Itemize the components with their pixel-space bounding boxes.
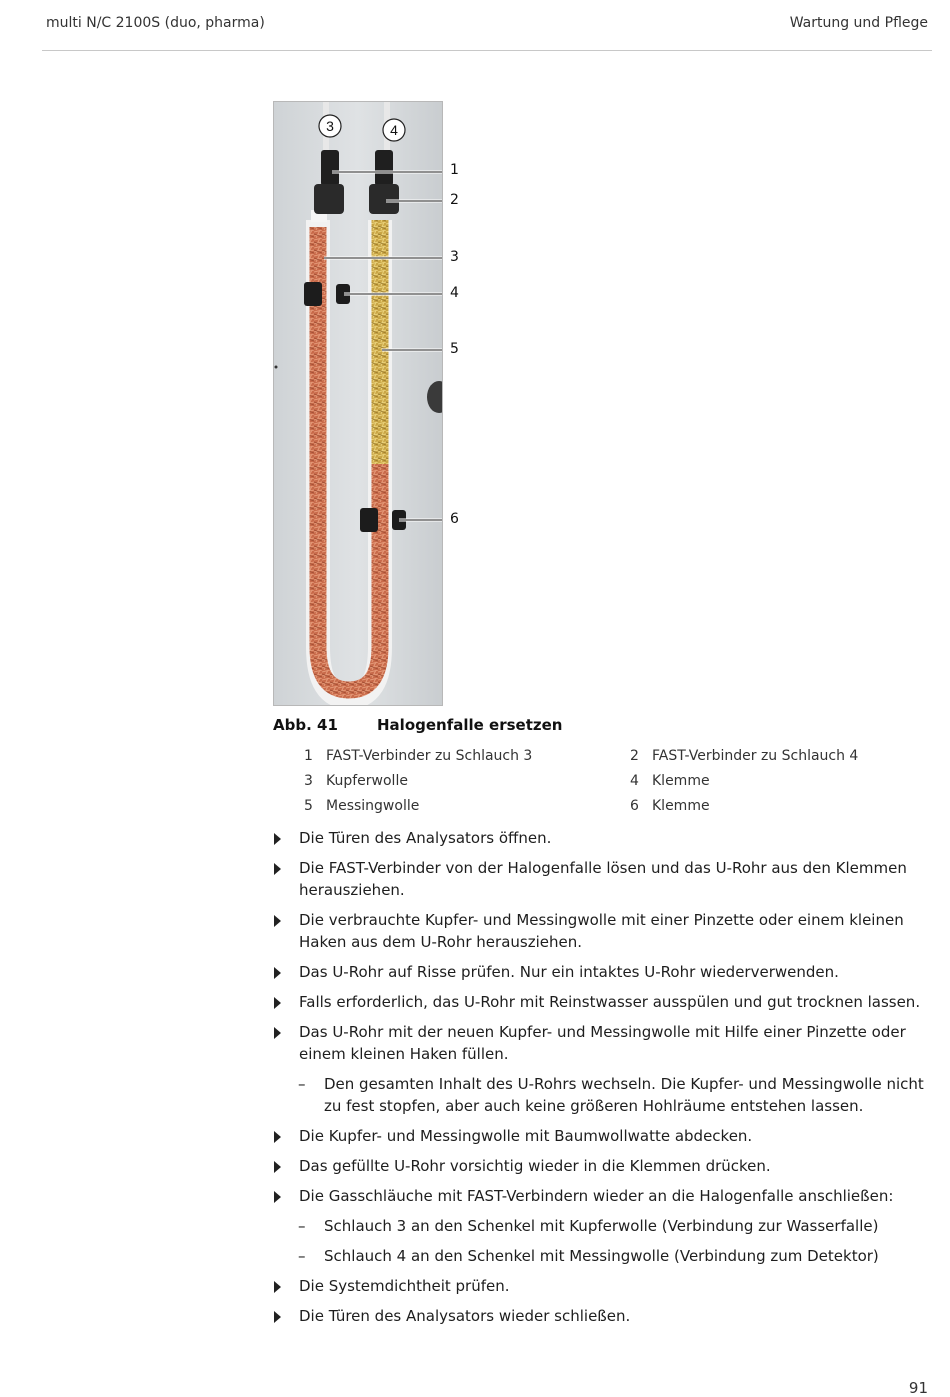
instruction-step: Die Gasschläuche mit FAST-Verbindern wieder an die Halogenfalle anschließen: [273, 1185, 933, 1207]
instruction-substep: – Schlauch 4 an den Schenkel mit Messingwolle (Verbindung zum Detektor) [298, 1247, 879, 1265]
bullet-arrow-icon [274, 1131, 281, 1143]
callout-6: 6 [450, 511, 459, 527]
callout-4: 4 [450, 285, 459, 301]
bullet-arrow-icon [274, 833, 281, 845]
header-section-title: Wartung und Pflege [789, 15, 928, 31]
header-document-title: multi N/C 2100S (duo, pharma) [46, 15, 265, 31]
bullet-arrow-icon [274, 997, 281, 1009]
legend-item: 2 FAST-Verbinder zu Schlauch 4 [630, 748, 859, 764]
figure-number: Abb. 41 [273, 716, 338, 734]
instruction-step: Falls erforderlich, das U-Rohr mit Reinstwasser ausspülen und gut trocknen lassen. [273, 991, 933, 1013]
bullet-arrow-icon [274, 1311, 281, 1323]
callout-2: 2 [450, 192, 459, 208]
legend-item: 1 FAST-Verbinder zu Schlauch 3 [304, 748, 533, 764]
instruction-step: Die Systemdichtheit prüfen. [273, 1275, 933, 1297]
legend-item: 6 Klemme [630, 798, 710, 814]
instruction-list [273, 827, 933, 1335]
instruction-substep: – Schlauch 3 an den Schenkel mit Kupferwolle (Verbindung zur Wasserfalle) [298, 1217, 879, 1235]
dash-bullet: – [298, 1217, 306, 1235]
header-divider [42, 50, 932, 51]
bullet-arrow-icon [274, 863, 281, 875]
photo-label-4: 4 [390, 122, 398, 138]
instruction-step: Das U-Rohr auf Risse prüfen. Nur ein intaktes U-Rohr wiederverwenden. [273, 961, 933, 983]
bullet-arrow-icon [274, 1281, 281, 1293]
legend-item: 3 Kupferwolle [304, 773, 408, 789]
callout-5: 5 [450, 341, 459, 357]
instruction-step: Das U-Rohr mit der neuen Kupfer- und Messingwolle mit Hilfe einer Pinzette oder einem kleinen Haken füllen. [273, 1021, 933, 1065]
halogen-trap-photo [273, 101, 443, 706]
instruction-step: Die Türen des Analysators wieder schließen. [273, 1305, 933, 1327]
figure-caption [273, 716, 562, 734]
photo-label-3: 3 [326, 118, 334, 134]
figure-title: Halogenfalle ersetzen [377, 716, 563, 734]
instruction-step: Die Türen des Analysators öffnen. [273, 827, 933, 849]
bullet-arrow-icon [274, 1161, 281, 1173]
callout-1: 1 [450, 162, 459, 178]
legend-item: 4 Klemme [630, 773, 710, 789]
bullet-arrow-icon [274, 967, 281, 979]
callout-3: 3 [450, 249, 459, 265]
instruction-step: Die Kupfer- und Messingwolle mit Baumwollwatte abdecken. [273, 1125, 933, 1147]
dash-bullet: – [298, 1075, 306, 1093]
instruction-step: Die FAST-Verbinder von der Halogenfalle lösen und das U-Rohr aus den Klemmen herausziehen. [273, 857, 933, 901]
dash-bullet: – [298, 1247, 306, 1265]
page-number: 91 [908, 1379, 928, 1397]
instruction-step: Das gefüllte U-Rohr vorsichtig wieder in die Klemmen drücken. [273, 1155, 933, 1177]
instruction-step: Die verbrauchte Kupfer- und Messingwolle mit einer Pinzette oder einem kleinen Haken aus dem U-Rohr herausziehen. [273, 909, 933, 953]
instruction-substep: – Den gesamten Inhalt des U-Rohrs wechseln. Die Kupfer- und Messingwolle nicht zu fest stopfen, aber auch keine größeren Hohlräume entstehen lassen. [298, 1075, 924, 1115]
legend-item: 5 Messingwolle [304, 798, 420, 814]
bullet-arrow-icon [274, 915, 281, 927]
bullet-arrow-icon [274, 1191, 281, 1203]
bullet-arrow-icon [274, 1027, 281, 1039]
